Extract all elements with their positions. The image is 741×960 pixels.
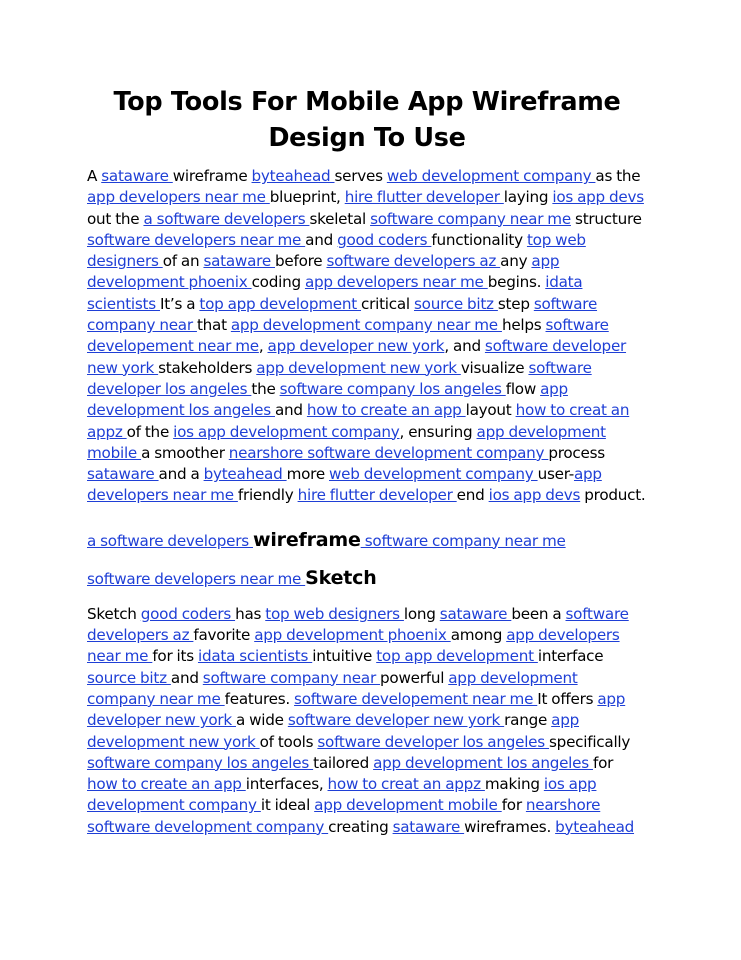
inline-link[interactable]: byteahead — [251, 167, 335, 185]
body-text: creating — [328, 817, 393, 836]
inline-link[interactable]: app developers near me — [304, 273, 488, 292]
body-text: and — [275, 401, 307, 420]
inline-link[interactable]: idata scientists — [87, 273, 583, 313]
inline-link[interactable]: sataware — [392, 817, 465, 836]
inline-link[interactable]: app development los angeles — [87, 379, 568, 420]
body-text: Sketch — [87, 604, 141, 623]
inline-link[interactable]: software company los angeles — [87, 753, 314, 772]
inline-link[interactable]: software developers near me — [87, 569, 306, 588]
inline-link[interactable]: software developement near me — [87, 316, 609, 356]
inline-link[interactable]: how to create an app — [87, 775, 246, 794]
inline-link[interactable]: how to create an app — [306, 401, 466, 420]
body-text: It offers — [537, 689, 598, 708]
inline-link[interactable]: nearshore software development company — [87, 796, 601, 836]
inline-link[interactable]: app development mobile — [314, 796, 502, 815]
inline-link[interactable]: software company near me — [370, 209, 571, 228]
sketch-heading-word: Sketch — [305, 566, 377, 589]
inline-link[interactable]: hire flutter developer — [297, 486, 457, 505]
inline-link[interactable]: sataware — [439, 604, 512, 623]
page-title: Top Tools For Mobile App Wireframe Design To Use — [113, 87, 621, 153]
inline-link[interactable]: software developer los angeles — [87, 358, 592, 398]
inline-link[interactable]: how to creat an appz — [327, 775, 485, 794]
wireframe-heading-word: wireframe — [252, 528, 361, 551]
body-text: favorite — [193, 626, 255, 645]
body-text: it ideal — [260, 796, 315, 815]
inline-link[interactable]: software company near — [202, 668, 381, 687]
inline-link[interactable]: app developer new york — [87, 689, 626, 730]
body-text: product. — [580, 486, 646, 505]
body-text: intuitive — [312, 647, 377, 666]
body-text: range — [504, 711, 552, 730]
inline-link[interactable]: software developement near me — [294, 689, 538, 708]
body-text: wireframe — [172, 167, 252, 185]
body-text: interfaces, — [245, 775, 328, 794]
inline-link[interactable]: app development phoenix — [254, 626, 451, 645]
inline-link[interactable]: software developers az — [87, 604, 629, 645]
body-text: tailored — [313, 753, 374, 772]
body-text: specifically — [549, 732, 631, 751]
body-text: stakeholders — [158, 358, 257, 377]
inline-link[interactable]: ios app devs — [488, 486, 581, 505]
intro-paragraph — [87, 166, 647, 507]
inline-link[interactable]: software company near me — [360, 531, 566, 550]
body-text: and — [305, 230, 338, 249]
body-text: end — [456, 486, 489, 505]
inline-link[interactable]: top app development — [199, 294, 362, 313]
inline-link[interactable]: good coders — [140, 604, 236, 623]
inline-link[interactable]: app developers near me — [87, 188, 270, 207]
body-text: A — [87, 167, 102, 185]
body-text: for — [501, 796, 526, 815]
body-text: as the — [595, 167, 641, 185]
inline-link[interactable]: ios app devs — [552, 188, 644, 207]
body-text: helps — [501, 316, 546, 335]
body-text: visualize — [460, 358, 529, 377]
body-text: out the — [87, 209, 144, 228]
body-text: a smoother — [141, 443, 229, 462]
sketch-paragraph — [87, 604, 647, 838]
body-text: blueprint, — [269, 188, 345, 207]
body-text: features. — [224, 689, 295, 708]
body-text: powerful — [380, 668, 449, 687]
wireframe-heading — [87, 527, 647, 554]
inline-link[interactable]: sataware — [87, 465, 159, 484]
inline-link[interactable]: good coders — [337, 230, 432, 249]
inline-link[interactable]: software developer new york — [87, 337, 627, 377]
inline-link[interactable]: app development mobile — [87, 422, 606, 462]
inline-link[interactable]: ios app development company — [173, 422, 400, 441]
body-text: any — [500, 252, 532, 271]
body-text: that — [196, 316, 231, 335]
inline-link[interactable]: app development new york — [87, 711, 579, 751]
body-text: and a — [158, 465, 204, 484]
body-text: of the — [126, 422, 174, 441]
inline-link[interactable]: app development los angeles — [373, 753, 593, 772]
body-text: a wide — [236, 711, 288, 730]
inline-link[interactable]: app development company near me — [87, 668, 578, 708]
inline-link[interactable]: top app development — [376, 647, 538, 666]
body-text: of an — [162, 252, 204, 271]
body-text: making — [484, 775, 544, 794]
inline-link[interactable]: hire flutter developer — [344, 188, 504, 207]
inline-link[interactable]: source bitz — [413, 294, 498, 313]
inline-link[interactable]: software company los angeles — [279, 379, 506, 398]
inline-link[interactable]: software developers near me — [87, 230, 306, 249]
body-text: functionality — [431, 230, 527, 249]
body-text: and — [170, 668, 203, 687]
body-text: step — [497, 294, 534, 313]
body-text: layout — [465, 401, 516, 420]
inline-link[interactable]: idata scientists — [197, 647, 313, 666]
inline-link[interactable]: app development company near me — [230, 316, 502, 335]
inline-link[interactable]: top web designers — [265, 604, 404, 623]
document-page — [87, 84, 647, 838]
inline-link[interactable]: software developer los angeles — [317, 732, 550, 751]
body-text: friendly — [237, 486, 298, 505]
inline-link[interactable]: how to creat an appz — [87, 401, 630, 441]
body-text: for — [592, 753, 614, 772]
inline-link[interactable]: app developers near me — [87, 626, 620, 666]
body-text: It’s a — [159, 294, 200, 313]
body-text: critical — [361, 294, 414, 313]
inline-link[interactable]: sataware — [203, 252, 275, 271]
body-text: more — [286, 465, 329, 484]
inline-link[interactable]: a software developers — [143, 209, 310, 228]
body-text: among — [450, 626, 507, 645]
inline-link[interactable]: nearshore software development company — [228, 443, 549, 462]
inline-link[interactable]: web development company — [386, 167, 596, 185]
inline-link[interactable]: a software developers — [87, 531, 253, 550]
inline-link[interactable]: app development new york — [256, 358, 461, 377]
body-text: skeletal — [309, 209, 371, 228]
inline-link[interactable]: byteahead — [203, 465, 287, 484]
body-text: of tools — [259, 732, 318, 751]
sketch-heading — [87, 565, 647, 592]
body-text: user- — [537, 465, 574, 484]
inline-link[interactable]: app developer new york — [267, 337, 445, 356]
inline-link[interactable]: ios app development company — [87, 775, 597, 815]
body-text: for its — [152, 647, 198, 666]
body-text: wireframes. — [464, 817, 556, 836]
inline-link[interactable]: top web designers — [87, 230, 586, 271]
inline-link[interactable]: software company near — [87, 294, 598, 335]
inline-link[interactable]: source bitz — [87, 668, 171, 687]
body-text: begins. — [487, 273, 546, 292]
body-text: flow — [505, 379, 541, 398]
body-text: laying — [503, 188, 553, 207]
inline-link[interactable]: web development company — [329, 465, 538, 484]
body-text: has — [235, 604, 266, 623]
body-text: long — [403, 604, 440, 623]
body-text: structure — [570, 209, 642, 228]
body-text: before — [275, 252, 327, 271]
inline-link[interactable]: app development phoenix — [87, 252, 560, 292]
body-text: , ensuring — [399, 422, 477, 441]
inline-link[interactable]: app developers near me — [87, 465, 602, 505]
inline-link[interactable]: sataware — [101, 167, 173, 185]
body-text: , and — [444, 337, 485, 356]
body-text: coding — [251, 273, 305, 292]
body-text: serves — [334, 167, 387, 185]
body-text: the — [251, 379, 280, 398]
body-text: interface — [537, 647, 604, 666]
inline-link[interactable]: software developer new york — [287, 711, 505, 730]
inline-link[interactable]: software developers az — [326, 252, 501, 271]
body-text: , — [258, 337, 268, 356]
body-text: process — [548, 443, 605, 462]
inline-link[interactable]: byteahead — [555, 817, 635, 836]
body-text: been a — [511, 604, 566, 623]
